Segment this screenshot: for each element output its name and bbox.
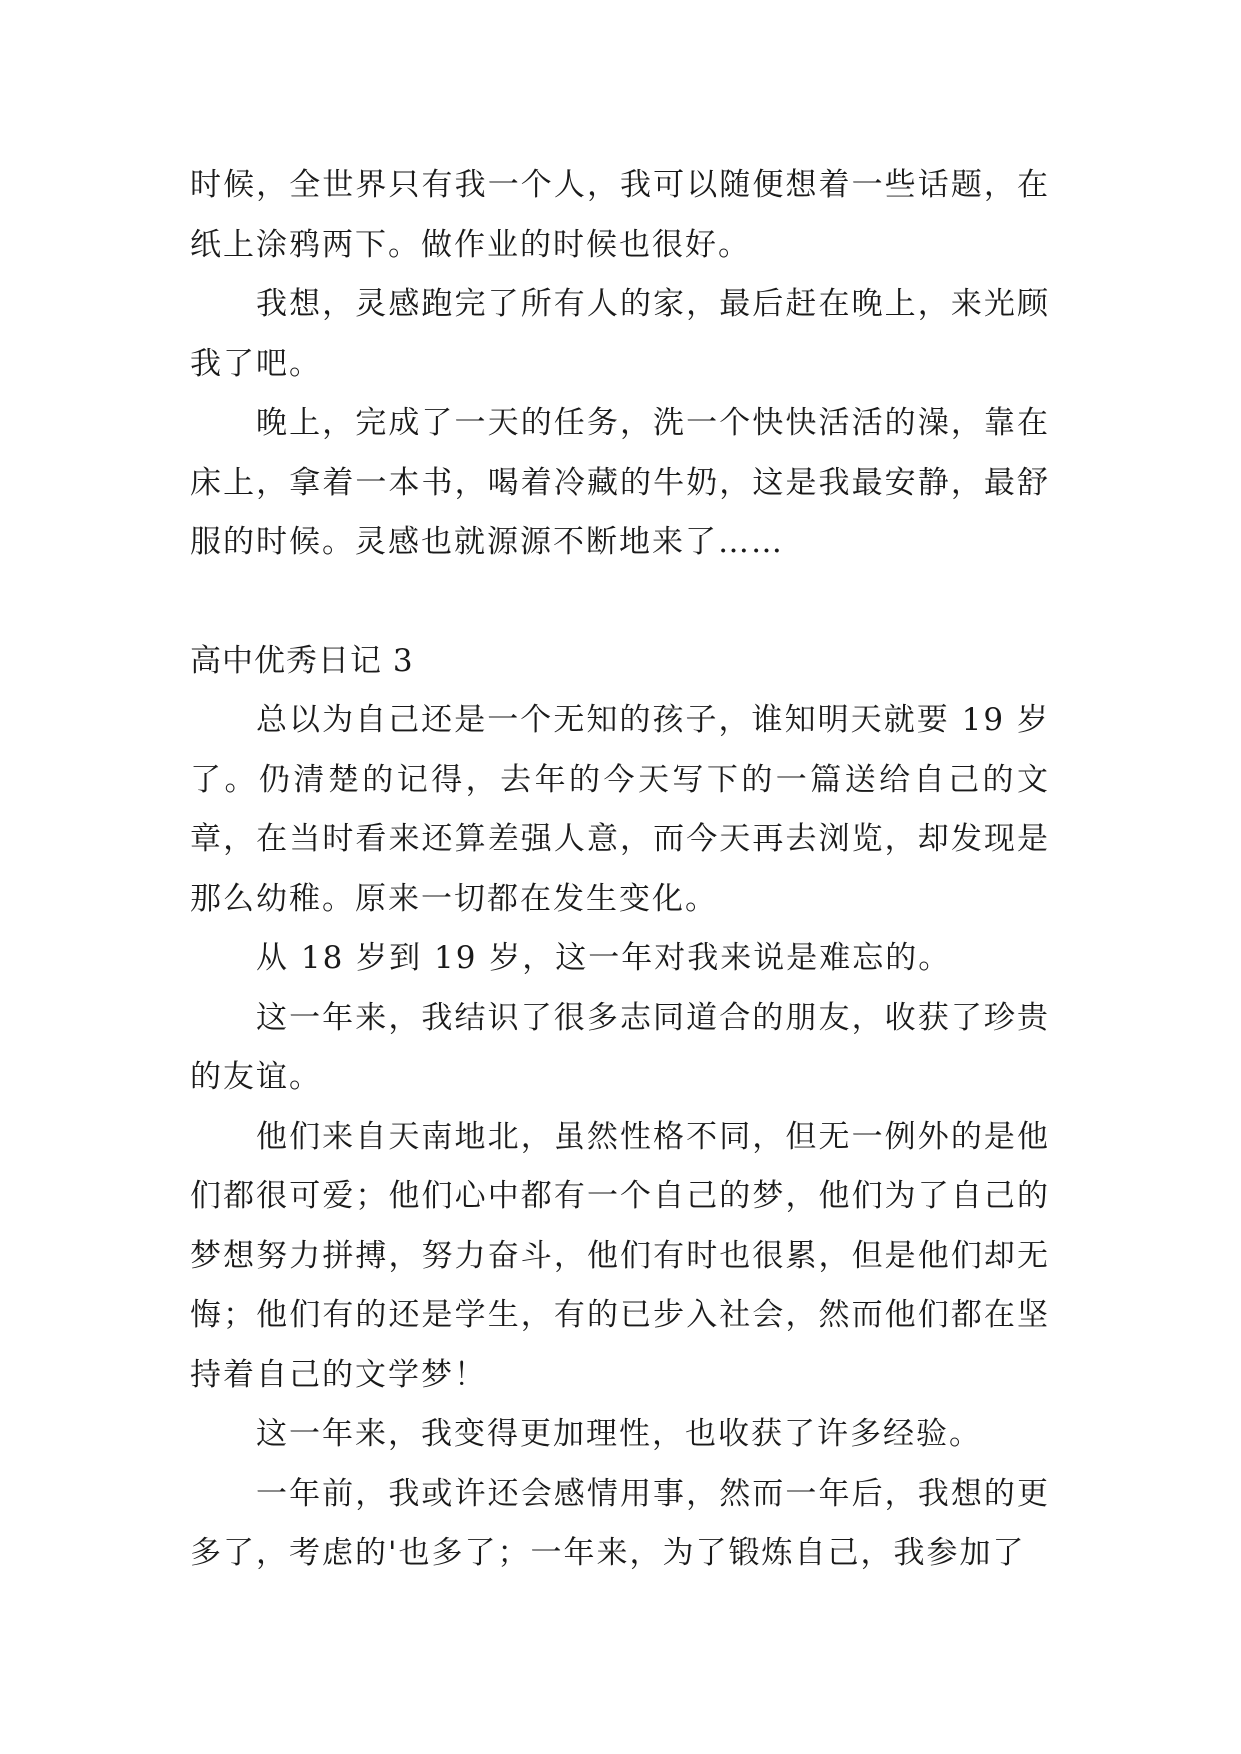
continued-paragraph: 时候，全世界只有我一个人，我可以随便想着一些话题，在纸上涂鸦两下。做作业的时候也很好。 [190, 167, 1050, 263]
document-body [190, 156, 1050, 1584]
paragraph-inspiration-evening: 我想，灵感跑完了所有人的家，最后赶在晚上，来光顾我了吧。 [190, 286, 1050, 382]
paragraph-year-ago: 一年前，我或许还会感情用事，然而一年后，我想的更多了，考虑的'也多了；一年来，为了锻炼自己，我参加了 [190, 1475, 1050, 1571]
paragraph-quiet-night: 晚上，完成了一天的任务，洗一个快快活活的澡，靠在床上，拿着一本书，喝着冷藏的牛奶，这是我最安静，最舒服的时候。灵感也就源源不断地来了…… [190, 405, 1050, 560]
paragraph-friends-dreams: 他们来自天南地北，虽然性格不同，但无一例外的是他们都很可爱；他们心中都有一个自己的梦，他们为了自己的梦想努力拼搏，努力奋斗，他们有时也很累，但是他们却无悔；他们有的还是学生，有的已步入社会，然而他们都在坚持着自己的文学梦！ [190, 1118, 1050, 1393]
paragraph-friends: 这一年来，我结识了很多志同道合的朋友，收获了珍贵的友谊。 [190, 999, 1050, 1095]
paragraph-18-to-19: 从 18 岁到 19 岁，这一年对我来说是难忘的。 [256, 940, 952, 976]
paragraph-rational: 这一年来，我变得更加理性，也收获了许多经验。 [256, 1416, 982, 1452]
paragraph-growing-up: 总以为自己还是一个无知的孩子，谁知明天就要 19 岁了。仍清楚的记得，去年的今天写下的一篇送给自己的文章，在当时看来还算差强人意，而今天再去浏览，却发现是那么幼稚。原来一切都在发生变化。 [190, 702, 1050, 917]
section-heading: 高中优秀日记 3 [190, 642, 414, 679]
